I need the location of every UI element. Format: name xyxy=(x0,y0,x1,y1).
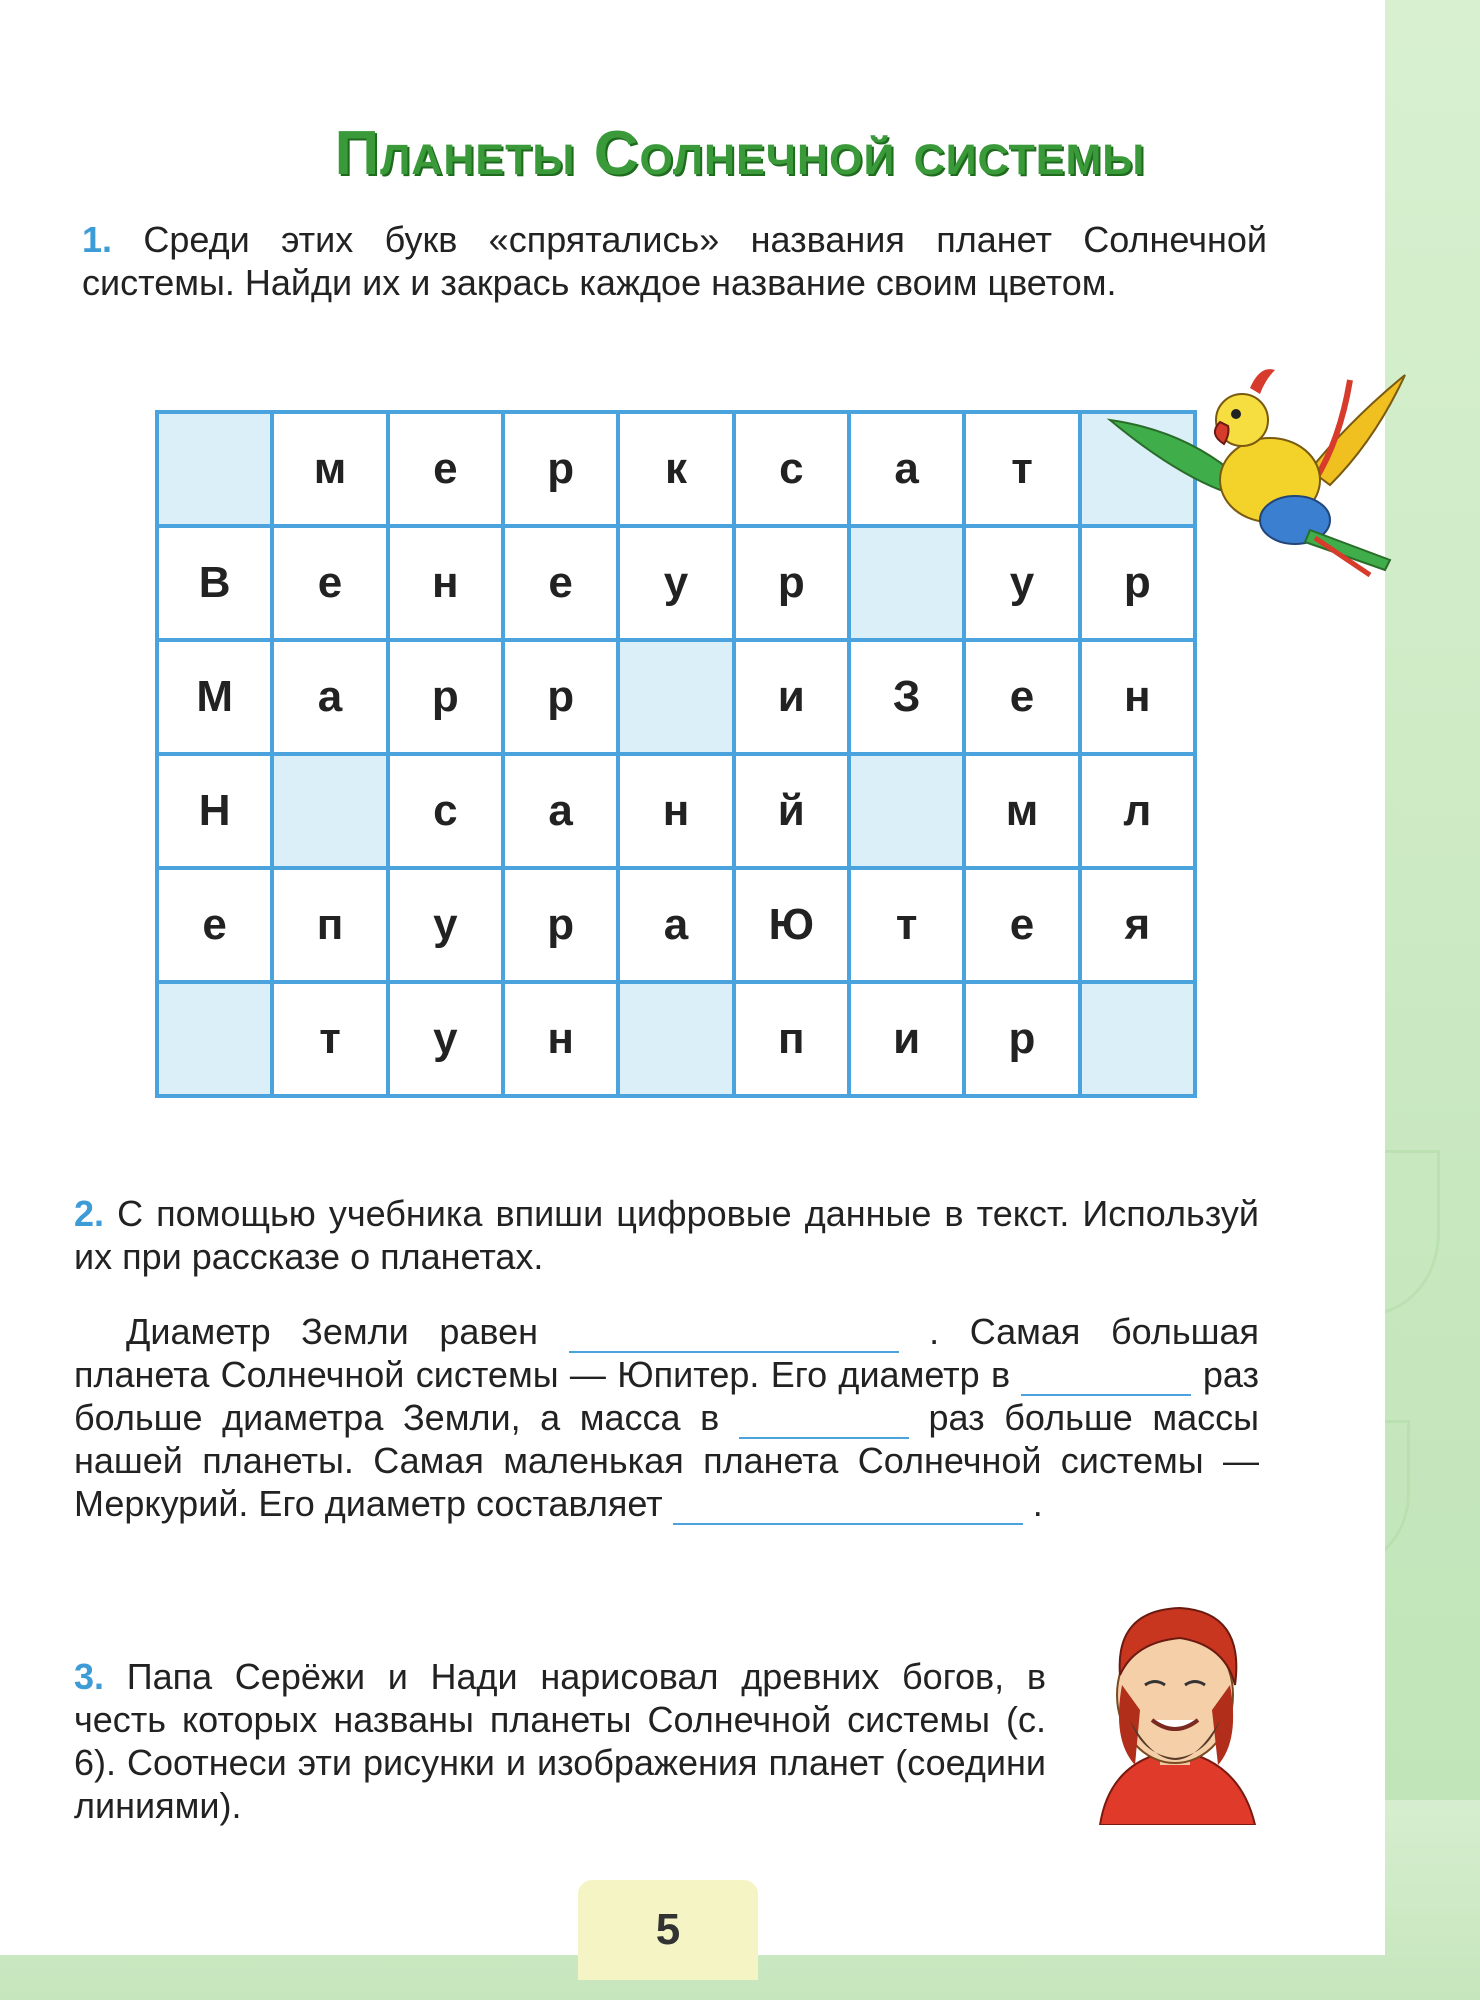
grid-cell[interactable]: у xyxy=(620,528,731,638)
grid-cell[interactable]: т xyxy=(851,870,962,980)
grid-cell[interactable]: й xyxy=(736,756,847,866)
grid-cell[interactable] xyxy=(620,984,731,1094)
grid-cell[interactable]: а xyxy=(505,756,616,866)
grid-cell[interactable]: В xyxy=(159,528,270,638)
grid-cell[interactable]: п xyxy=(736,984,847,1094)
fill-text-4: раз больше массы нашей планеты. Самая маленькая планета Солнечной системы — Меркурий. Его диаметр составляет xyxy=(74,1397,1259,1524)
grid-cell[interactable]: е xyxy=(159,870,270,980)
grid-cell[interactable]: п xyxy=(274,870,385,980)
blank-jupiter-diameter-ratio[interactable] xyxy=(1021,1360,1191,1396)
grid-cell[interactable]: е xyxy=(966,642,1077,752)
grid-cell[interactable]: р xyxy=(736,528,847,638)
grid-cell[interactable]: л xyxy=(1082,756,1193,866)
page-number: 5 xyxy=(578,1880,758,1980)
blank-mercury-diameter[interactable] xyxy=(673,1489,1023,1525)
grid-cell[interactable]: и xyxy=(851,984,962,1094)
grid-cell[interactable] xyxy=(851,756,962,866)
grid-cell[interactable]: м xyxy=(966,756,1077,866)
grid-cell[interactable]: у xyxy=(390,984,501,1094)
grid-cell[interactable]: а xyxy=(274,642,385,752)
grid-cell[interactable]: р xyxy=(505,870,616,980)
grid-cell[interactable]: и xyxy=(736,642,847,752)
letter-grid xyxy=(155,410,1197,1098)
grid-cell[interactable]: м xyxy=(274,414,385,524)
grid-cell[interactable]: т xyxy=(274,984,385,1094)
page-title: Планеты Солнечной системы xyxy=(334,119,1146,188)
grid-cell[interactable]: е xyxy=(274,528,385,638)
grid-cell[interactable]: а xyxy=(851,414,962,524)
grid-cell[interactable] xyxy=(159,984,270,1094)
task-2-text: С помощью учебника впиши цифровые данные в текст. Используй их при рассказе о планетах. xyxy=(74,1193,1259,1277)
task-1-number: 1. xyxy=(82,219,113,260)
task-2-paragraph xyxy=(74,1310,1259,1525)
grid-cell[interactable]: с xyxy=(390,756,501,866)
grid-cell[interactable]: р xyxy=(505,414,616,524)
blank-jupiter-mass-ratio[interactable] xyxy=(739,1403,909,1439)
grid-cell[interactable]: у xyxy=(390,870,501,980)
fill-text-2: . Самая большая планета Солнечной системы — Юпитер. Его диаметр в xyxy=(74,1311,1259,1395)
fill-text-3: раз больше диаметра Земли, а масса в xyxy=(74,1354,1259,1438)
parrot-illustration xyxy=(1100,360,1420,580)
grid-cell[interactable]: З xyxy=(851,642,962,752)
blank-earth-diameter[interactable] xyxy=(569,1317,899,1353)
grid-cell[interactable] xyxy=(620,642,731,752)
task-3 xyxy=(74,1655,1046,1827)
task-3-number: 3. xyxy=(74,1656,105,1697)
grid-cell[interactable]: я xyxy=(1082,870,1193,980)
grid-cell[interactable]: р xyxy=(966,984,1077,1094)
grid-cell[interactable]: н xyxy=(1082,642,1193,752)
grid-cell[interactable]: т xyxy=(966,414,1077,524)
task-1-text: Среди этих букв «спрятались» названия планет Солнечной системы. Найди их и закрась каждое название своим цветом. xyxy=(82,219,1267,303)
grid-cell[interactable]: р xyxy=(505,642,616,752)
grid-cell[interactable]: н xyxy=(505,984,616,1094)
grid-cell[interactable]: н xyxy=(390,528,501,638)
grid-cell[interactable]: н xyxy=(620,756,731,866)
grid-cell[interactable]: е xyxy=(505,528,616,638)
grid-cell[interactable]: к xyxy=(620,414,731,524)
grid-cell[interactable]: Ю xyxy=(736,870,847,980)
fill-text-5: . xyxy=(1032,1483,1043,1524)
grid-cell[interactable] xyxy=(274,756,385,866)
grid-cell[interactable]: с xyxy=(736,414,847,524)
grid-cell[interactable]: М xyxy=(159,642,270,752)
task-2-instruction xyxy=(74,1192,1259,1278)
fill-text-1: Диаметр Земли равен xyxy=(126,1311,539,1352)
task-1 xyxy=(82,218,1267,304)
dad-illustration xyxy=(1090,1590,1260,1825)
grid-cell[interactable]: е xyxy=(966,870,1077,980)
grid-cell[interactable] xyxy=(159,414,270,524)
task-3-text: Папа Серёжи и Нади нарисовал древних богов, в честь которых названы планеты Солнечной системы (с. 6). Соотнеси эти рисунки и изображения планет (соедини линиями). xyxy=(74,1656,1046,1826)
grid-cell[interactable]: р xyxy=(390,642,501,752)
grid-cell[interactable]: у xyxy=(966,528,1077,638)
task-2-number: 2. xyxy=(74,1193,105,1234)
grid-cell[interactable]: Н xyxy=(159,756,270,866)
grid-cell[interactable]: р xyxy=(1082,528,1193,638)
grid-cell[interactable] xyxy=(1082,984,1193,1094)
grid-cell[interactable]: е xyxy=(390,414,501,524)
grid-cell[interactable] xyxy=(851,528,962,638)
grid-cell[interactable]: а xyxy=(620,870,731,980)
